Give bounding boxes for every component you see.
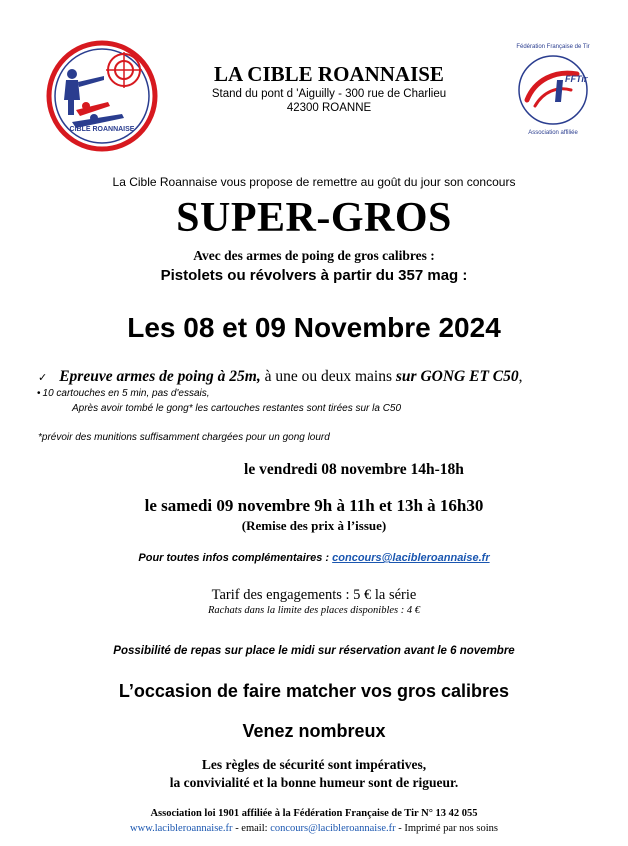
address-line-2: 42300 ROANNE bbox=[286, 102, 372, 114]
fft-logo-bottom-text: Association affiliée bbox=[528, 130, 578, 136]
footer-website-link[interactable]: www.lacibleroannaise.fr bbox=[130, 823, 233, 834]
footer-association: Association loi 1901 affiliée à la Fédération Française de Tir N° 13 42 055 bbox=[150, 808, 478, 819]
info-line bbox=[0, 552, 628, 564]
address-line-1: Stand du pont d 'Aiguilly - 300 rue de Charlieu bbox=[211, 88, 447, 100]
rules-line-2: la convivialité et la bonne humeur sont de rigueur. bbox=[169, 775, 459, 790]
bullet-icon: • bbox=[37, 388, 41, 399]
info-label: Pour toutes infos complémentaires : bbox=[138, 552, 333, 564]
club-logo-text: CIBLE ROANNAISE bbox=[69, 126, 135, 133]
schedule-saturday: le samedi 09 novembre 9h à 11h et 13h à 16h30 bbox=[144, 496, 484, 515]
fft-logo-top-text: Fédération Française de Tir bbox=[516, 44, 590, 50]
ammo-note: *prévoir des munitions suffisamment chargées pour un gong lourd bbox=[38, 432, 330, 443]
footer-contact bbox=[0, 823, 628, 834]
fft-logo-mark: FFTir bbox=[565, 74, 588, 84]
occasion-text: L’occasion de faire matcher vos gros calibres bbox=[118, 681, 510, 701]
rules-line-1: Les règles de sécurité sont impératives, bbox=[201, 757, 427, 772]
epreuve-line bbox=[38, 368, 523, 386]
page-title: SUPER-GROS bbox=[176, 195, 452, 241]
subtitle-1: Avec des armes de poing de gros calibres : bbox=[193, 248, 435, 263]
tarif-rachats: Rachats dans la limite des places disponibles : 4 € bbox=[207, 605, 421, 616]
epreuve-detail-1-text: 10 cartouches en 5 min, pas d'essais, bbox=[42, 388, 210, 399]
epreuve-detail-1 bbox=[37, 388, 210, 399]
epreuve-comma: , bbox=[518, 368, 523, 385]
event-dates: Les 08 et 09 Novembre 2024 bbox=[127, 312, 501, 343]
venez-text: Venez nombreux bbox=[242, 721, 386, 741]
footer-email-link[interactable]: concours@lacibleroannaise.fr bbox=[270, 823, 396, 834]
intro-text: La Cible Roannaise vous propose de remettre au goût du jour son concours bbox=[112, 175, 516, 189]
tarif-main: Tarif des engagements : 5 € la série bbox=[211, 587, 417, 603]
subtitle-2: Pistolets ou révolvers à partir du 357 mag : bbox=[160, 267, 468, 284]
check-icon: ✓ bbox=[38, 372, 48, 384]
info-email-link[interactable]: concours@lacibleroannaise.fr bbox=[332, 552, 490, 564]
fft-logo bbox=[505, 40, 601, 140]
club-name: LA CIBLE ROANNAISE bbox=[214, 62, 444, 86]
epreuve-hands: à une ou deux mains bbox=[260, 368, 396, 385]
epreuve-detail-2: Après avoir tombé le gong* les cartouches restantes sont tirées sur la C50 bbox=[72, 403, 402, 414]
footer-sep-1: - email: bbox=[232, 823, 271, 834]
meal-info: Possibilité de repas sur place le midi sur réservation avant le 6 novembre bbox=[113, 645, 515, 657]
schedule-friday: le vendredi 08 novembre 14h-18h bbox=[244, 461, 464, 478]
epreuve-targets: sur GONG ET C50 bbox=[395, 368, 519, 385]
footer-sep-2: - Imprimé par nos soins bbox=[395, 823, 498, 834]
epreuve-title: Epreuve armes de poing à 25m, bbox=[59, 368, 261, 385]
prize-ceremony: (Remise des prix à l’issue) bbox=[241, 518, 387, 533]
